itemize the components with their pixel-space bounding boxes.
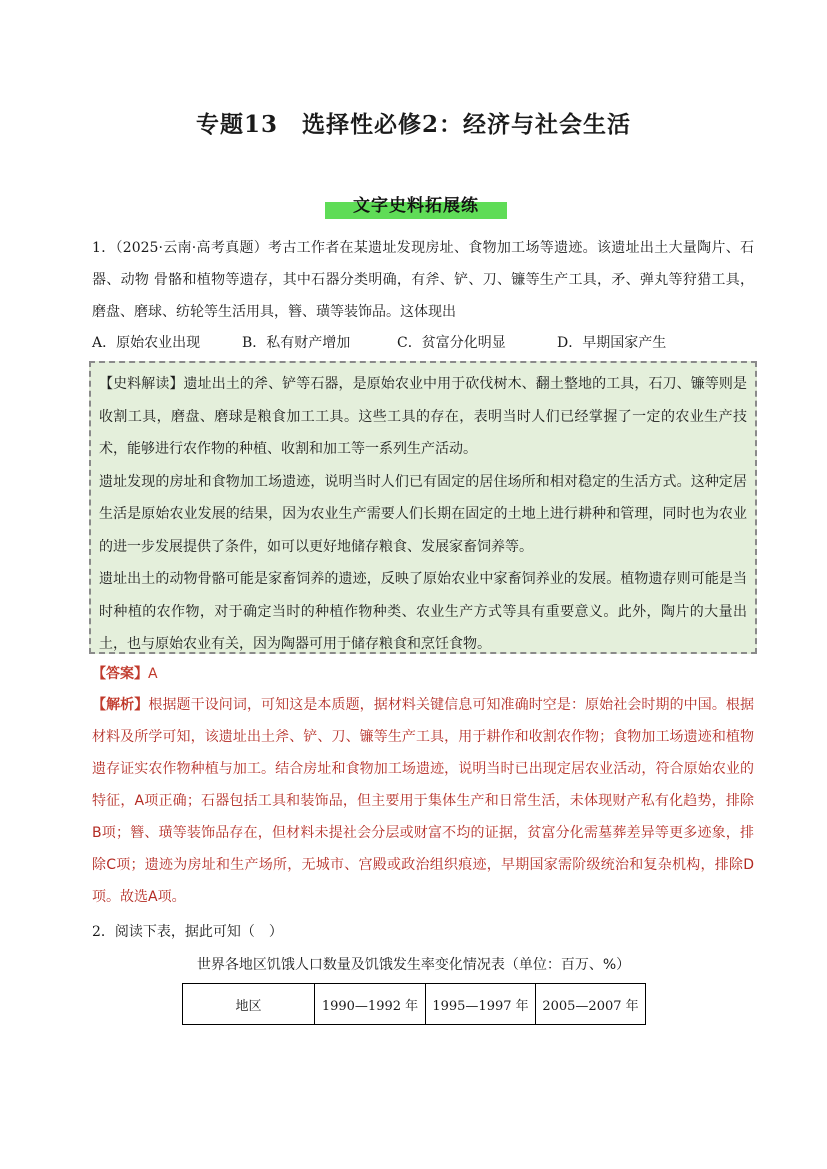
section-badge bbox=[325, 193, 507, 222]
answer-line bbox=[92, 659, 752, 689]
option-d: D．早期国家产生 bbox=[557, 335, 667, 351]
interpretation-text-1: 遗址出土的斧、铲等石器，是原始农业中用于砍伐树木、翻土整地的工具，石刀、镰等则是收割工具，磨盘、磨球是粮食加工工具。这些工具的存在，表明当时人们已经掌握了一定的农业生产技术，能够进行农作物的种植、收割和加工等一系列生产活动。 bbox=[99, 376, 748, 457]
answer-label: 【答案】 bbox=[92, 666, 148, 682]
analysis-label: 【解析】 bbox=[92, 697, 149, 713]
header-period-1: 1990—1992 年 bbox=[315, 984, 426, 1025]
option-b: B．私有财产增加 bbox=[242, 335, 351, 351]
interpretation-paragraph-3: 遗址出土的动物骨骼可能是家畜饲养的遗迹，反映了原始农业中家畜饲养业的发展。植物遗存则可能是当时种植的农作物，对于确定当时的种植作物种类、农业生产方式等具有重要意义。此外，陶片的大量出土，也与原始农业有关，因为陶器可用于储存粮食和烹饪食物。 bbox=[99, 571, 747, 652]
source-interpretation-box bbox=[89, 361, 757, 654]
interpretation-paragraph-2: 遗址发现的房址和食物加工场遗迹，说明当时人们已有固定的居住场所和相对稳定的生活方式。这种定居生活是原始农业发展的结果，因为农业生产需要人们长期在固定的土地上进行耕种和管理，同时也为农业的进一步发展提供了条件，如可以更好地储存粮食、发展家畜饲养等。 bbox=[99, 473, 747, 555]
option-a: A．原始农业出现 bbox=[92, 335, 201, 351]
question-2-stem: 2．阅读下表，据此可知（ ） bbox=[92, 924, 283, 940]
table-header-row bbox=[183, 984, 646, 1025]
interpretation-paragraph-1 bbox=[99, 368, 747, 466]
question-1-stem: 1．（2025·云南·高考真题）考古工作者在某遗址发现房址、食物加工场等遗迹。该遗址出土大量陶片、石器、动物 骨骼和植物等遗存，其中石器分类明确，有斧、铲、刀、镰等生产工具，矛、弹丸等狩猎工具，磨盘、磨球、纺轮等生活用具，簪、璜等装饰品。这体现出 bbox=[92, 240, 754, 320]
header-region: 地区 bbox=[183, 984, 315, 1025]
answer-value: A bbox=[148, 666, 158, 682]
header-period-2: 1995—1997 年 bbox=[426, 984, 536, 1025]
question-1-options bbox=[92, 328, 752, 358]
badge-label: 文字史料拓展练 bbox=[353, 196, 479, 216]
option-c: C．贫富分化明显 bbox=[397, 335, 506, 351]
page-title: 专题13 选择性必修2：经济与社会生活 bbox=[195, 111, 631, 138]
header-period-3: 2005—2007 年 bbox=[536, 984, 646, 1025]
interpretation-label: 【史料解读】 bbox=[99, 376, 184, 392]
table-caption: 世界各地区饥饿人口数量及饥饿发生率变化情况表（单位：百万、%） bbox=[196, 957, 631, 973]
analysis-text: 根据题干设问词，可知这是本质题，据材料关键信息可知准确时空是：原始社会时期的中国。根据材料及所学可知，该遗址出土斧、铲、刀、镰等生产工具，用于耕作和收割农作物；食物加工场遗迹和植物遗存证实农作物种植与加工。结合房址和食物加工场遗迹，说明当时已出现定居农业活动，符合原始农业的特征，A项正确；石器包括工具和装饰品，但主要用于集体生产和日常生活，未体现财产私有化趋势，排除B项；簪、璜等装饰品存在，但材料未提社会分层或财富不均的证据，贫富分化需墓葬差异等更多迹象，排除C项；遗迹为房址和生产场所，无城市、宫殿或政治组织痕迹，早期国家需阶级统治和复杂机构，排除D项。故选A项。 bbox=[92, 697, 755, 905]
hunger-data-table bbox=[182, 983, 646, 1025]
analysis-paragraph bbox=[92, 689, 754, 913]
